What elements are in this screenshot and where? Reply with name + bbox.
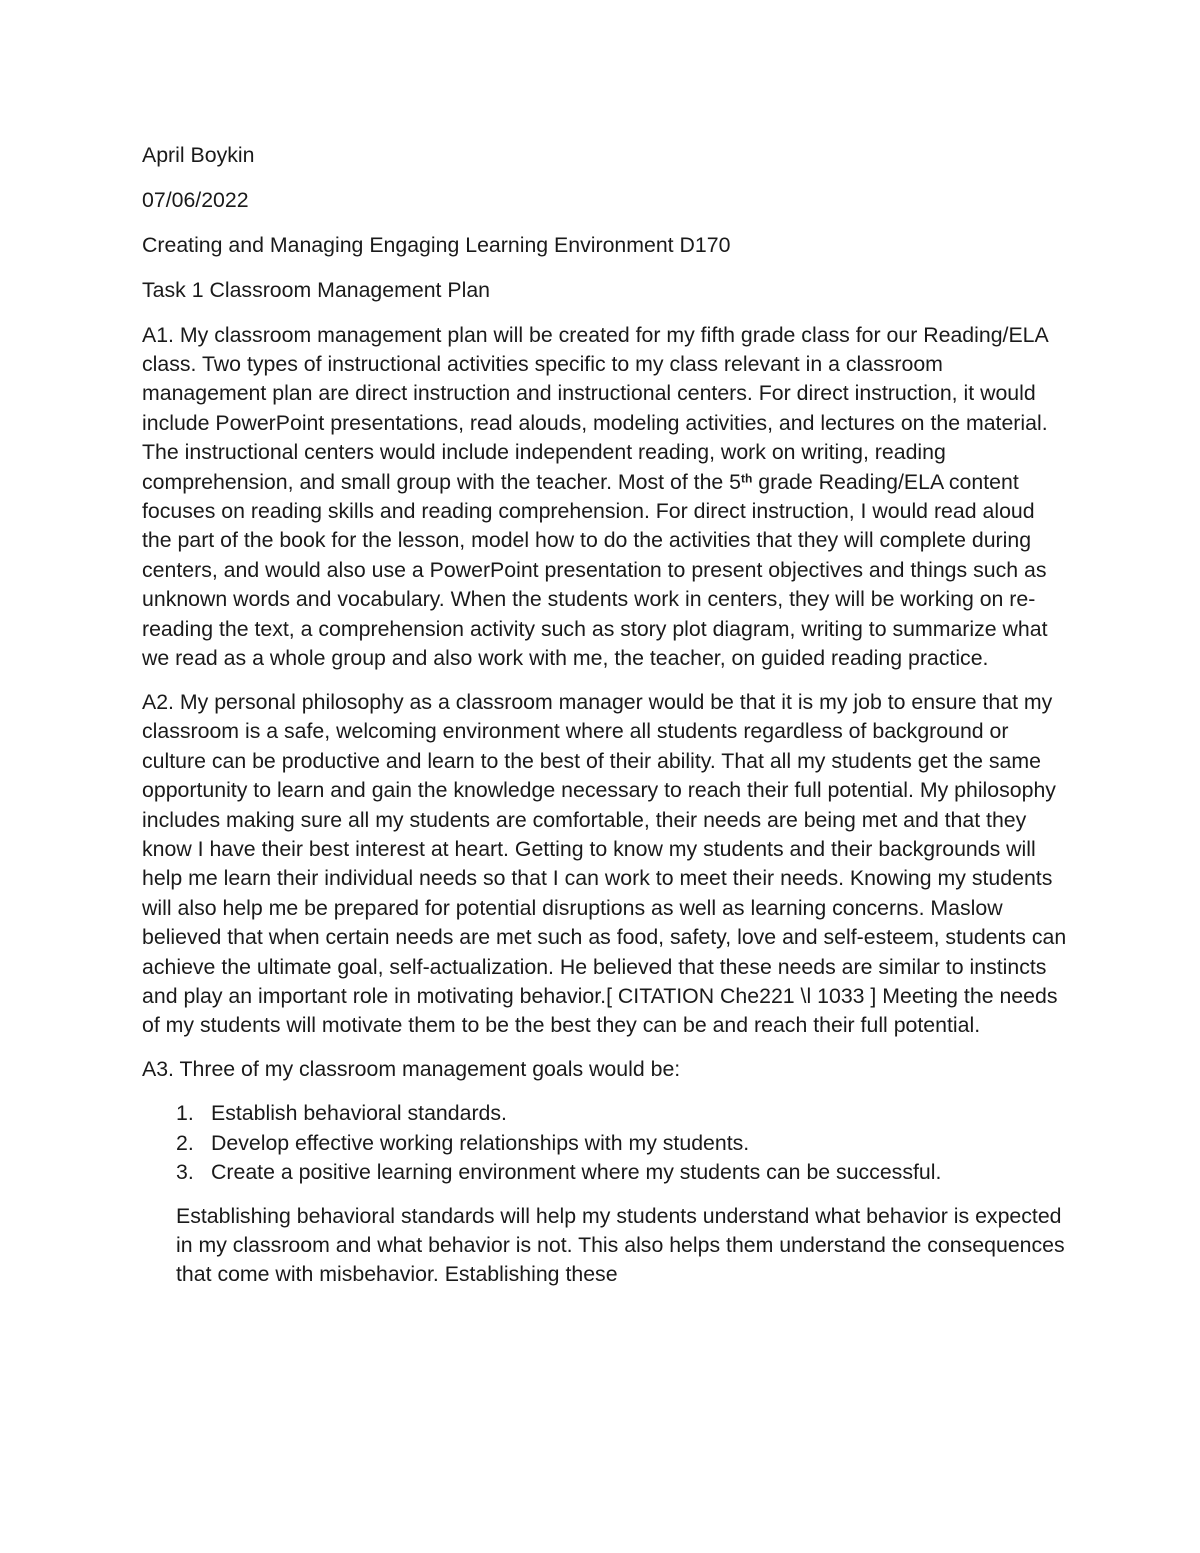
course-title: Creating and Managing Engaging Learning Environment D170 [142,232,731,257]
document-date: 07/06/2022 [142,187,249,212]
list-item [142,1099,1067,1128]
a1-text-part-2: grade Reading/ELA content focuses on reading skills and reading comprehension. For direct instruction, I would read aloud the part of the book for the lesson, model how to do the activities that they will complete during centers, and would also use a PowerPoint presentation to present objectives and things such as unknown words and vocabulary. When the students work in centers, they will be working on re-reading the text, a comprehension activity such as story plot diagram, writing to summarize what we read as a whole group and also work with me, the teacher, on guided reading practice. [142,469,1048,671]
document-body [142,141,1067,1304]
ordinal-superscript: th [741,471,753,486]
author-name: April Boykin [142,143,255,167]
goals-list [142,1099,1067,1187]
list-item-text: Create a positive learning environment where my students can be successful. [211,1160,942,1185]
list-item [142,1129,1067,1158]
list-item-number: 1. [176,1101,194,1126]
list-item-text: Develop effective working relationships with my students. [211,1130,750,1155]
section-a3-intro: A3. Three of my classroom management goals would be: [142,1057,681,1082]
section-a3-followup: Establishing behavioral standards will help my students understand what behavior is expected in my classroom and what behavior is not. This also helps them understand the consequences that come with misbehavior. Establishing these [176,1203,1065,1287]
list-item-number: 3. [176,1160,194,1185]
list-item-text: Establish behavioral standards. [211,1101,507,1126]
list-item-number: 2. [176,1130,194,1155]
list-item [142,1158,1067,1187]
section-a2-paragraph: A2. My personal philosophy as a classroom manager would be that it is my job to ensure that my classroom is a safe, welcoming environment where all students regardless of background or culture can be productive and learn to the best of their ability. That all my students get the same opportunity to learn and gain the knowledge necessary to reach their full potential. My philosophy includes making sure all my students are comfortable, their needs are being met and that they know I have their best interest at heart. Getting to know my students and their backgrounds will help me learn their individual needs so that I can work to meet their needs. Knowing my students will also help me be prepared for potential disruptions as well as learning concerns. Maslow believed that when certain needs are met such as food, safety, love and self-esteem, students can achieve the ultimate goal, self-actualization. He believed that these needs are similar to instincts and play an important role in motivating behavior.[ CITATION Che221 \l 1033 ] Meeting the needs of my students will motivate them to be the best they can be and reach their full potential. [142,690,1067,1038]
task-title: Task 1 Classroom Management Plan [142,277,491,302]
a1-text-part-1: A1. My classroom management plan will be created for my fifth grade class for our Reading/ELA class. Two types of instructional activities specific to my class relevant in a classroom management plan are direct instruction and instructional centers. For direct instruction, it would include PowerPoint presentations, read alouds, modeling activities, and lectures on the material. The instructional centers would include independent reading, work on writing, reading comprehension, and small group with the teacher. Most of the 5 [142,322,1048,494]
section-a1-paragraph [142,321,1067,674]
